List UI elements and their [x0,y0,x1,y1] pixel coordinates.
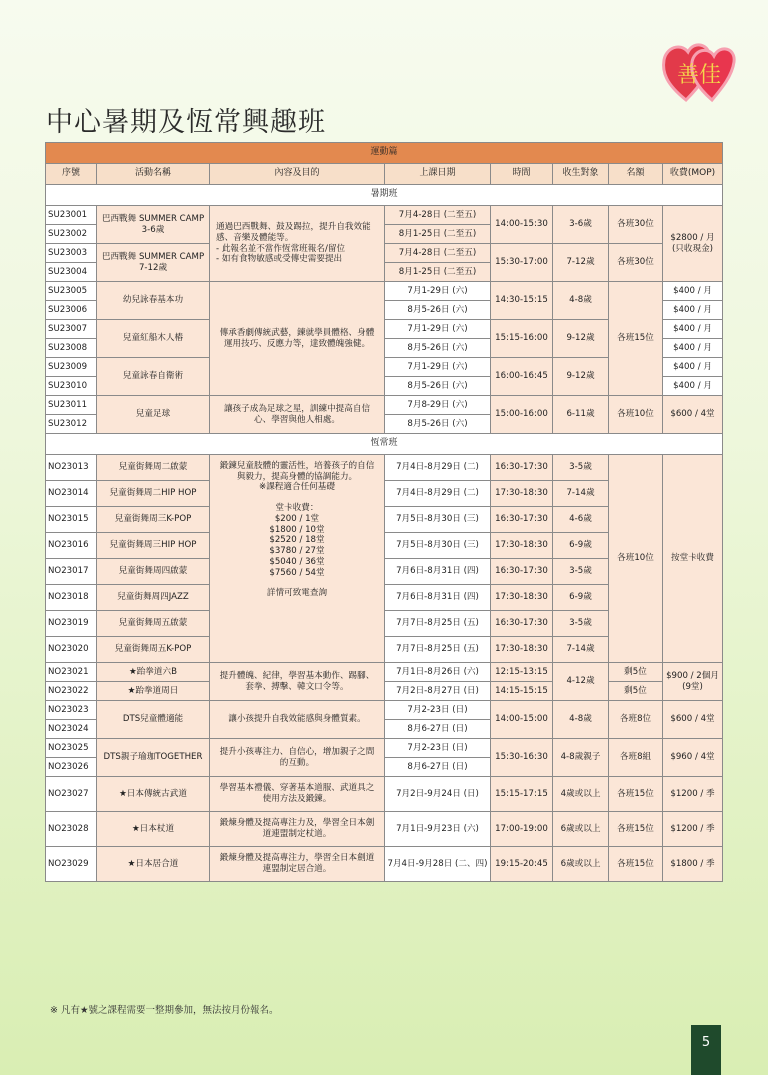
course-date: 7月6日-8月31日 (四) [385,585,491,611]
content-line: - 此報名並不當作恆常班報名/留位 [216,243,346,254]
course-time: 17:30-18:30 [491,481,553,507]
table-row [46,812,723,847]
course-fee: $1200 / 季 [663,812,723,847]
course-time: 17:30-18:30 [491,637,553,663]
course-date: 7月1-29日 (六) [385,358,491,377]
course-fee: $960 / 4堂 [663,739,723,777]
content-line: $5040 / 36堂 [269,556,325,567]
course-time: 15:00-16:00 [491,396,553,434]
course-content [210,206,385,282]
course-content: 鍛煉身體及提高專注力及，學習全日本劍道連盟制定杖道。 [210,812,385,847]
course-age: 9-12歲 [553,358,609,396]
course-name: DTS兒童體適能 [97,701,210,739]
course-age: 3-5歲 [553,455,609,481]
course-date: 7月7日-8月25日 (五) [385,637,491,663]
course-code: NO23021 [46,663,97,682]
course-quota: 各班8組 [609,739,663,777]
course-name: ★跆拳道周日 [97,682,210,701]
course-date: 7月6日-8月31日 (四) [385,559,491,585]
course-age: 4-6歲 [553,507,609,533]
course-fee: $900 / 2個月 (9堂) [663,663,723,701]
course-age: 6歲或以上 [553,847,609,882]
course-time: 16:30-17:30 [491,507,553,533]
course-code: NO23025 [46,739,97,758]
course-content: 提升小孩專注力、自信心，增加親子之間的互動。 [210,739,385,777]
course-name: 幼兒詠春基本功 [97,282,210,320]
table-row [46,739,723,758]
content-line: 通過巴西戰舞、鼓及踢拉，提升自我效能感、音樂及體能等。 [216,222,371,243]
course-code: SU23008 [46,339,97,358]
content-line: 詳情可致電查詢 [266,588,328,599]
course-age: 4-8歲 [553,282,609,320]
course-fee: $400 / 月 [663,358,723,377]
course-code: NO23013 [46,455,97,481]
content-line: 鍛鍊兒童肢體的靈活性，培養孩子的自信與毅力，提高身體的協調能力。 [219,461,375,482]
course-date: 7月2-23日 (日) [385,739,491,758]
course-name: ★日本杖道 [97,812,210,847]
footnote: ※ 凡有★號之課程需要一整期參加，無法按月份報名。 [50,1005,279,1016]
header-age: 收生對象 [553,164,609,185]
course-name: ★跆拳道六B [97,663,210,682]
course-date: 7月5日-8月30日 (三) [385,533,491,559]
course-date: 7月1日-9月23日 (六) [385,812,491,847]
course-quota: 各班10位 [609,396,663,434]
course-date: 8月5-26日 (六) [385,339,491,358]
course-time: 16:00-16:45 [491,358,553,396]
course-code: NO23014 [46,481,97,507]
header-date: 上課日期 [385,164,491,185]
table-row [46,244,723,263]
header-content: 內容及目的 [210,164,385,185]
course-date: 7月2日-8月27日 (日) [385,682,491,701]
course-time: 15:30-17:00 [491,244,553,282]
course-quota: 各班15位 [609,282,663,396]
header-quota: 名額 [609,164,663,185]
course-age: 6歲或以上 [553,812,609,847]
course-quota: 各班15位 [609,847,663,882]
course-name: 兒童街舞周三K-POP [97,507,210,533]
course-age: 6-9歲 [553,533,609,559]
course-age: 4-12歲 [553,663,609,701]
course-time: 16:30-17:30 [491,455,553,481]
course-time: 15:15-17:15 [491,777,553,812]
section-regular: 恆常班 [46,434,723,455]
content-line: $3780 / 27堂 [269,546,325,557]
course-content: 鍛煉身體及提高專注力，學習全日本劍道連盟制定居合道。 [210,847,385,882]
course-date: 7月1日-8月26日 (六) [385,663,491,682]
course-age: 6-11歲 [553,396,609,434]
course-code: NO23024 [46,720,97,739]
course-date: 8月1-25日 (二至五) [385,225,491,244]
header-name: 活動名稱 [97,164,210,185]
course-age: 3-5歲 [553,559,609,585]
logo-text: 善佳 [676,63,722,88]
page-number: 5 [691,1025,721,1075]
course-content: 讓小孩提升自我效能感與身體質素。 [210,701,385,739]
course-age: 4-8歲親子 [553,739,609,777]
content-line: - 如有食物敏感或受傳史需要提出 [216,254,343,265]
content-line: $7560 / 54堂 [269,567,325,578]
table-row [46,282,723,301]
course-date: 7月2-23日 (日) [385,701,491,720]
course-code: SU23007 [46,320,97,339]
course-content: 讓孩子成為足球之星，訓練中提高自信心、學習與他人相處。 [210,396,385,434]
course-date: 7月4日-9月28日 (二、四) [385,847,491,882]
course-table [45,142,723,882]
course-code: NO23016 [46,533,97,559]
header-fee: 收費(MOP) [663,164,723,185]
table-row [46,663,723,682]
course-code: NO23020 [46,637,97,663]
course-code: SU23006 [46,301,97,320]
course-date: 7月4日-8月29日 (二) [385,455,491,481]
course-name: 兒童街舞周四JAZZ [97,585,210,611]
course-date: 8月6-27日 (日) [385,720,491,739]
course-code: SU23001 [46,206,97,225]
content-line: $200 / 1堂 [274,513,320,524]
course-age: 3-6歲 [553,206,609,244]
table-row [46,701,723,720]
course-name: DTS親子瑜珈TOGETHER [97,739,210,777]
course-code: SU23011 [46,396,97,415]
course-fee: $400 / 月 [663,301,723,320]
course-code: SU23009 [46,358,97,377]
table-row [46,847,723,882]
course-age: 4-8歲 [553,701,609,739]
course-fee: $400 / 月 [663,377,723,396]
course-code: SU23012 [46,415,97,434]
course-age: 3-5歲 [553,611,609,637]
course-name: 兒童街舞周二HIP HOP [97,481,210,507]
course-fee: $600 / 4堂 [663,701,723,739]
course-code: NO23015 [46,507,97,533]
course-name: ★日本居合道 [97,847,210,882]
course-quota: 剩5位 [609,663,663,682]
header-time: 時間 [491,164,553,185]
course-quota: 各班30位 [609,244,663,282]
course-date: 7月7日-8月25日 (五) [385,611,491,637]
content-line: $1800 / 10堂 [269,524,325,535]
course-code: NO23027 [46,777,97,812]
course-date: 7月8-29日 (六) [385,396,491,415]
course-time: 17:30-18:30 [491,533,553,559]
table-row [46,396,723,415]
course-time: 17:00-19:00 [491,812,553,847]
course-name: 兒童街舞周二啟蒙 [97,455,210,481]
course-date: 8月5-26日 (六) [385,301,491,320]
course-time: 15:15-16:00 [491,320,553,358]
course-fee: $2800 / 月 (只收現金) [663,206,723,282]
course-date: 8月5-26日 (六) [385,377,491,396]
category-header: 運動篇 [46,143,723,164]
course-date: 7月2日-9月24日 (日) [385,777,491,812]
table-row [46,206,723,225]
course-date: 8月1-25日 (二至五) [385,263,491,282]
course-code: NO23029 [46,847,97,882]
course-age: 7-14歲 [553,481,609,507]
course-fee: 按堂卡收費 [663,455,723,663]
column-headers [46,164,723,185]
course-time: 12:15-13:15 [491,663,553,682]
course-time: 17:30-18:30 [491,585,553,611]
course-name: 兒童足球 [97,396,210,434]
course-code: SU23004 [46,263,97,282]
course-time: 14:00-15:30 [491,206,553,244]
course-name: 巴西戰舞 SUMMER CAMP 7-12歲 [97,244,210,282]
course-quota: 各班15位 [609,812,663,847]
table-row [46,682,723,701]
course-quota: 各班15位 [609,777,663,812]
course-code: SU23002 [46,225,97,244]
course-name: 兒童街舞周五K-POP [97,637,210,663]
course-name: 兒童詠春自衛術 [97,358,210,396]
course-quota: 各班10位 [609,455,663,663]
content-line: 堂卡收費： [275,503,319,514]
header-code: 序號 [46,164,97,185]
course-date: 7月4日-8月29日 (二) [385,481,491,507]
table-row [46,777,723,812]
course-date: 8月5-26日 (六) [385,415,491,434]
course-date: 7月4-28日 (二至五) [385,244,491,263]
course-age: 9-12歲 [553,320,609,358]
course-fee: $600 / 4堂 [663,396,723,434]
course-code: NO23017 [46,559,97,585]
course-age: 7-12歲 [553,244,609,282]
course-date: 8月6-27日 (日) [385,758,491,777]
course-content: 傳承香劇傳統武藝，鍊就學員體格、身體運用技巧、反應力等，達致體魄強健。 [210,282,385,396]
course-fee: $400 / 月 [663,282,723,301]
course-quota: 各班8位 [609,701,663,739]
course-name: ★日本傳統古武道 [97,777,210,812]
course-quota: 各班30位 [609,206,663,244]
course-name: 兒童紅船木人樁 [97,320,210,358]
page-title: 中心暑期及恆常興趣班 [46,107,326,138]
course-code: SU23010 [46,377,97,396]
heart-logo-icon [660,38,738,104]
course-fee: $400 / 月 [663,339,723,358]
course-code: NO23019 [46,611,97,637]
course-date: 7月1-29日 (六) [385,320,491,339]
course-date: 7月5日-8月30日 (三) [385,507,491,533]
course-age: 7-14歲 [553,637,609,663]
course-content [210,455,385,663]
course-code: NO23026 [46,758,97,777]
course-fee: $1200 / 季 [663,777,723,812]
course-name: 兒童街舞周三HIP HOP [97,533,210,559]
content-line: $2520 / 18堂 [269,535,325,546]
course-time: 14:30-15:15 [491,282,553,320]
course-content: 學習基本禮儀、穿著基本道服、武道具之使用方法及鍛鍊。 [210,777,385,812]
course-time: 14:15-15:15 [491,682,553,701]
section-summer: 暑期班 [46,185,723,206]
course-time: 16:30-17:30 [491,611,553,637]
course-name: 兒童街舞周五啟蒙 [97,611,210,637]
course-code: NO23018 [46,585,97,611]
course-code: NO23023 [46,701,97,720]
course-fee: $400 / 月 [663,320,723,339]
course-date: 7月4-28日 (二至五) [385,206,491,225]
course-time: 15:30-16:30 [491,739,553,777]
course-name: 巴西戰舞 SUMMER CAMP 3-6歲 [97,206,210,244]
course-code: NO23028 [46,812,97,847]
course-quota: 剩5位 [609,682,663,701]
course-date: 7月1-29日 (六) [385,282,491,301]
course-code: SU23003 [46,244,97,263]
course-code: SU23005 [46,282,97,301]
course-age: 6-9歲 [553,585,609,611]
course-time: 16:30-17:30 [491,559,553,585]
course-time: 14:00-15:00 [491,701,553,739]
course-content: 提升體魄、紀律，學習基本動作、踢腳、套拳、搏擊、韓文口令等。 [210,663,385,701]
course-fee: $1800 / 季 [663,847,723,882]
course-name: 兒童街舞周四啟蒙 [97,559,210,585]
course-age: 4歲或以上 [553,777,609,812]
table-row [46,455,723,481]
course-time: 19:15-20:45 [491,847,553,882]
content-line: ※課程適合任何基礎 [259,482,335,493]
course-code: NO23022 [46,682,97,701]
